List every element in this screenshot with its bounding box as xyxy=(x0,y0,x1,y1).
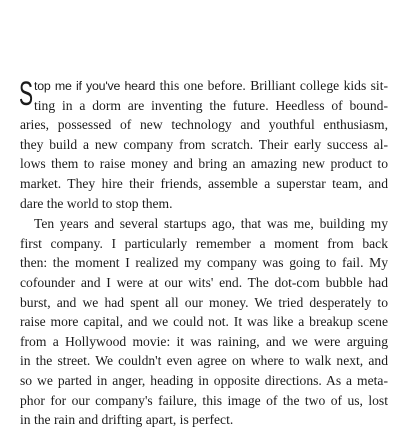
text-line: first company. I particularly remember a moment from back xyxy=(20,235,388,251)
text-line: then: the moment I realized my company was going to fail. My xyxy=(20,255,388,271)
text-line: from a Hollywood movie: it was raining, and we were arguing xyxy=(20,333,388,349)
text-line: raise more capital, and we could not. It was like a breakup scene xyxy=(20,314,388,330)
text-line: aries, possessed of new technology and youthful enthusiasm, xyxy=(20,117,388,133)
paragraph-1 xyxy=(20,76,388,213)
text-line: market. They hire their friends, assemble a superstar team, and xyxy=(20,175,388,191)
chapter-text xyxy=(20,76,388,430)
text-line xyxy=(20,76,388,96)
drop-cap: S xyxy=(19,75,34,113)
text-line: in the rain and drifting apart, is perfect. xyxy=(20,412,234,428)
text-line: phor for our company's failure, this image of the two of us, lost xyxy=(20,392,388,408)
text-line: dare the world to stop them. xyxy=(20,195,173,211)
text-line: burst, and we had spent all our money. We tried desperately to xyxy=(20,294,388,310)
text-line: they build a new company from scratch. Their early success al- xyxy=(20,136,388,152)
line-text: this one before. Brilliant college kids sit- xyxy=(159,78,389,93)
paragraph-2 xyxy=(20,214,388,430)
text-line: so we parted in anger, heading in opposite directions. As a meta- xyxy=(20,372,388,388)
lead-in-text: top me if you've heard xyxy=(34,79,156,93)
text-line: Ten years and several startups ago, that was me, building my xyxy=(34,216,388,232)
text-line: ting in a dorm are inventing the future. Heedless of bound- xyxy=(34,97,388,113)
text-line: in the street. We couldn't even agree on where to walk next, and xyxy=(20,353,388,369)
text-line: cofounder and I were at our wits' end. The dot-com bubble had xyxy=(20,274,388,290)
text-line: lows them to raise money and bring an amazing new product to xyxy=(20,156,388,172)
